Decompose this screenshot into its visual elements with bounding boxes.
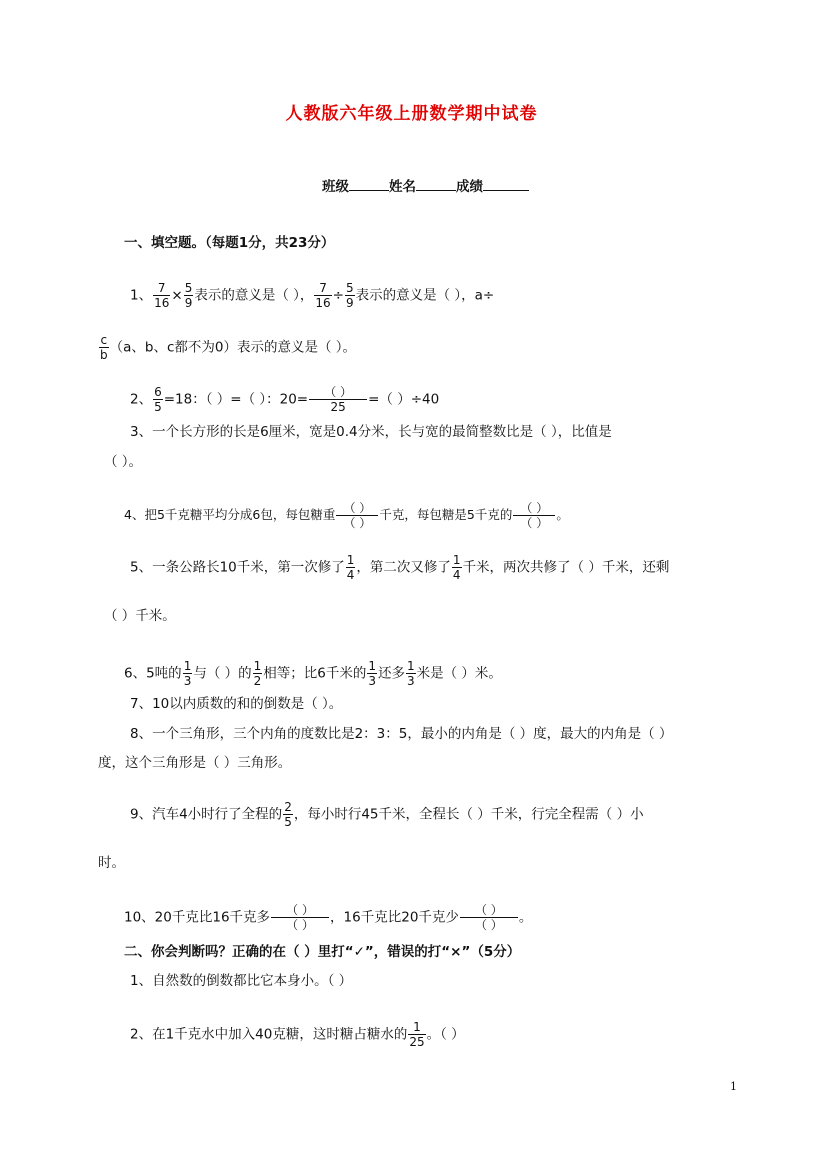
q5-text-3: 千米，两次共修了（ ）千米，还剩 [462,559,670,576]
divide-sign: ÷ [332,287,344,304]
q10-text-1: 10、20千克比16千克多 [124,909,271,926]
q2-text-2: =（ ）÷40 [368,391,440,408]
question-7: 7、10以内质数的和的倒数是（ ）。 [130,696,343,712]
fraction: $\frac{1}{25}$ [409,1020,425,1049]
q6-text-4: 还多 [378,665,405,682]
j2-text-1: 2、在1千克水中加入40克糖，这时糖占糖水的 [130,1026,408,1043]
fraction: $\frac{6}{5}$ [154,385,162,414]
fraction: $\frac{2}{5}$ [284,800,292,829]
q1-text-1: 表示的意义是（ ）， [194,287,314,304]
times-sign: × [171,287,183,304]
question-1-line-1 [130,281,494,310]
question-10 [124,903,532,932]
q4-text-3: 。 [556,507,569,522]
question-9-line-1 [130,800,644,829]
page-number: 1 [730,1080,737,1093]
judgement-1: 1、自然数的倒数都比它本身小。（ ） [130,973,353,989]
fraction-blank[interactable]: $\frac{( )}{( )}$ [336,501,378,530]
q6-text-1: 6、5吨的 [124,665,182,682]
section-2-heading: 二、你会判断吗？正确的在（ ）里打“✓”，错误的打“×”（5分） [124,944,521,960]
section-1-heading: 一、填空题。（每题1分，共23分） [124,235,335,251]
q6-text-2: 与（ ）的 [193,665,252,682]
fraction: $\frac{1}{2}$ [253,659,262,688]
name-blank[interactable] [416,176,456,191]
fraction-blank[interactable]: $\frac{( )}{25}$ [309,385,367,414]
fraction: $\frac{7}{16}$ [315,281,331,310]
question-1-line-2 [98,333,356,362]
class-blank[interactable] [349,176,389,191]
fraction: $\frac{1}{3}$ [183,659,192,688]
name-label: 姓名 [389,179,416,195]
q5-text-1: 5、一条公路长10千米，第一次修了 [130,559,345,576]
q10-text-3: 。 [518,909,533,926]
fraction: $\frac{c}{b}$ [100,333,108,362]
fraction: $\frac{1}{4}$ [452,553,461,582]
q1-prefix: 1、 [130,287,153,304]
j2-text-2: 。（ ） [426,1026,465,1043]
fraction: $\frac{5}{9}$ [345,281,354,310]
question-8-line-2: 度，这个三角形是（ ）三角形。 [98,755,292,771]
q9-text-1: 9、汽车4小时行了全程的 [130,806,283,823]
q6-text-3: 相等；比6千米的 [263,665,367,682]
fraction-blank[interactable]: $\frac{( )}{( )}$ [271,903,329,932]
question-3-line-2: （ ）。 [104,454,143,470]
q1-text-2: 表示的意义是（ ），a÷ [355,287,495,304]
question-6 [124,659,502,688]
question-2 [130,385,439,414]
question-3-line-1: 3、一个长方形的长是6厘米，宽是0.4分米，长与宽的最简整数比是（ ），比值是 [130,424,612,440]
q4-text-2: 千克，每包糖是5千克的 [379,507,513,522]
q6-text-5: 米是（ ）米。 [416,665,502,682]
q10-text-2: ，16千克比20千克少 [330,909,459,926]
score-blank[interactable] [483,176,529,191]
fraction: $\frac{1}{3}$ [407,659,415,688]
fraction-blank[interactable]: $\frac{( )}{( )}$ [460,903,518,932]
fraction: $\frac{5}{9}$ [184,281,193,310]
q9-text-2: ，每小时行45千米，全程长（ ）千米，行完全程需（ ）小 [293,806,644,823]
fraction: $\frac{1}{4}$ [346,553,355,582]
class-label: 班级 [322,179,349,195]
fraction: $\frac{1}{3}$ [368,659,376,688]
question-9-line-2: 时。 [98,855,125,871]
q1-text-3: （a、b、c都不为0）表示的意义是（ ）。 [109,339,357,356]
question-5-line-1 [130,553,669,582]
q2-prefix: 2、 [130,391,153,408]
question-8-line-1: 8、一个三角形，三个内角的度数比是2：3：5，最小的内角是（ ）度，最大的内角是（ ） [130,726,673,742]
question-4 [124,501,569,530]
judgement-2 [130,1020,465,1049]
fraction: $\frac{7}{16}$ [154,281,170,310]
q4-text-1: 4、把5千克糖平均分成6包，每包糖重 [124,507,336,522]
q2-text-1: =18：（ ）=（ ）：20= [163,391,309,408]
question-5-line-2: （ ）千米。 [104,608,176,624]
score-label: 成绩 [456,179,483,195]
student-info-line [322,176,529,197]
page-title: 人教版六年级上册数学期中试卷 [285,104,538,124]
q5-text-2: ，第二次又修了 [356,559,451,576]
fraction-blank[interactable]: $\frac{( )}{( )}$ [513,501,555,530]
